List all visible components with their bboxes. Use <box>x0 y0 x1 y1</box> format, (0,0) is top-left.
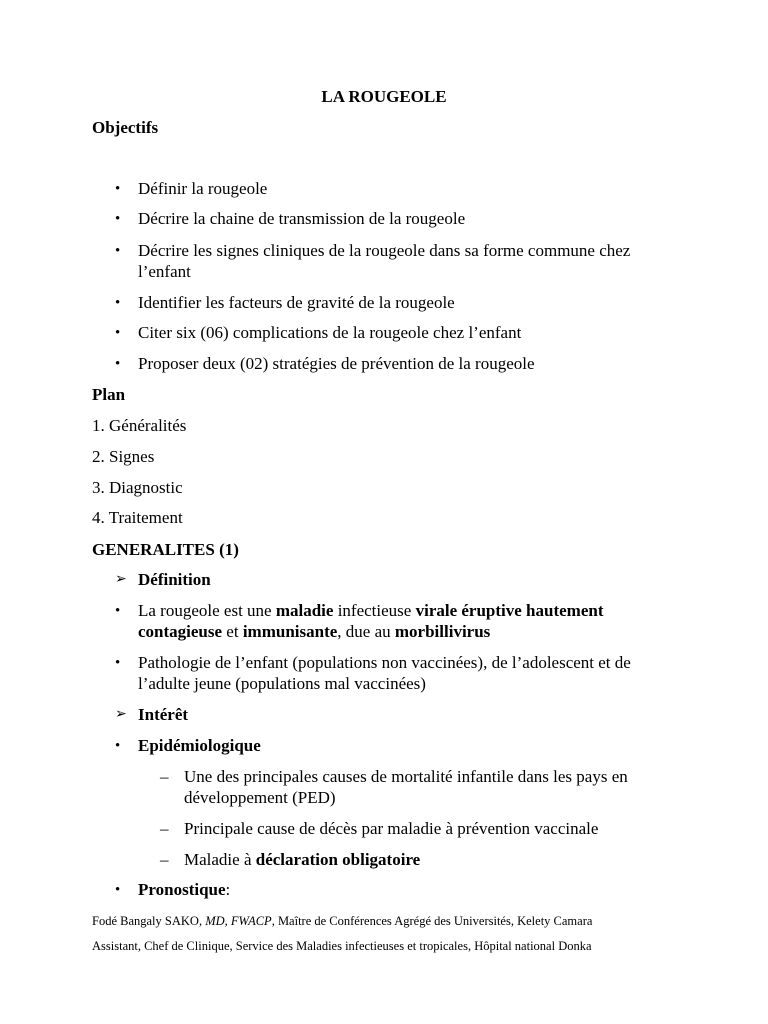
pronostique-label: Pronostique: <box>138 880 231 899</box>
pathologie-line-2: l’adulte jeune (populations mal vaccinées) <box>138 674 426 693</box>
interet-label: Intérêt <box>138 705 189 724</box>
plan-item: 3. Diagnostic <box>92 478 183 497</box>
dash-icon: – <box>160 850 169 869</box>
epidemio-label: Epidémiologique <box>138 736 261 755</box>
definition-line-1: La rougeole est une maladie infectieuse virale éruptive hautement <box>138 601 604 620</box>
bullet-icon: • <box>115 356 121 372</box>
plan-item: 2. Signes <box>92 447 155 466</box>
epidemio-item-1: Une des principales causes de mortalité infantile dans les pays en <box>184 767 628 786</box>
list-item: Citer six (06) complications de la rougeole chez l’enfant <box>138 323 522 342</box>
list-item: Définir la rougeole <box>138 179 268 198</box>
bullet-icon: • <box>115 325 121 341</box>
list-item: Décrire les signes cliniques de la rougeole dans sa forme commune chez <box>138 241 631 260</box>
plan-heading: Plan <box>92 385 126 404</box>
page-title: LA ROUGEOLE <box>321 87 447 106</box>
bullet-icon: • <box>115 211 121 227</box>
footer-line-1: Fodé Bangaly SAKO, MD, FWACP, Maître de Conférences Agrégé des Universités, Kelety Camara <box>92 914 593 928</box>
bullet-icon: • <box>115 882 121 898</box>
dash-icon: – <box>160 767 169 786</box>
bullet-icon: • <box>115 181 121 197</box>
bullet-icon: • <box>115 243 121 259</box>
bullet-icon: • <box>115 655 121 671</box>
footer-line-2: Assistant, Chef de Clinique, Service des Maladies infectieuses et tropicales, Hôpital national Donka <box>92 939 592 953</box>
pathologie-line-1: Pathologie de l’enfant (populations non vaccinées), de l’adolescent et de <box>138 653 631 672</box>
epidemio-item-2: Principale cause de décès par maladie à prévention vaccinale <box>184 819 599 838</box>
bullet-icon: • <box>115 295 121 311</box>
list-item: Identifier les facteurs de gravité de la rougeole <box>138 293 455 312</box>
list-item: Proposer deux (02) stratégies de prévention de la rougeole <box>138 354 535 373</box>
bullet-icon: • <box>115 603 121 619</box>
bullet-icon: • <box>115 738 121 754</box>
generalites-heading: GENERALITES (1) <box>92 540 239 559</box>
plan-item: 4. Traitement <box>92 508 183 527</box>
list-item-continuation: l’enfant <box>138 262 191 281</box>
arrow-bullet-icon: ➢ <box>115 572 127 587</box>
definition-line-2: contagieuse et immunisante, due au morbillivirus <box>138 622 491 641</box>
list-item: Décrire la chaine de transmission de la rougeole <box>138 209 466 228</box>
epidemio-item-3: Maladie à déclaration obligatoire <box>184 850 421 869</box>
epidemio-item-1-continuation: développement (PED) <box>184 788 336 807</box>
plan-item: 1. Généralités <box>92 416 187 435</box>
dash-icon: – <box>160 819 169 838</box>
definition-label: Définition <box>138 570 211 589</box>
arrow-bullet-icon: ➢ <box>115 707 127 722</box>
objectifs-heading: Objectifs <box>92 118 159 137</box>
